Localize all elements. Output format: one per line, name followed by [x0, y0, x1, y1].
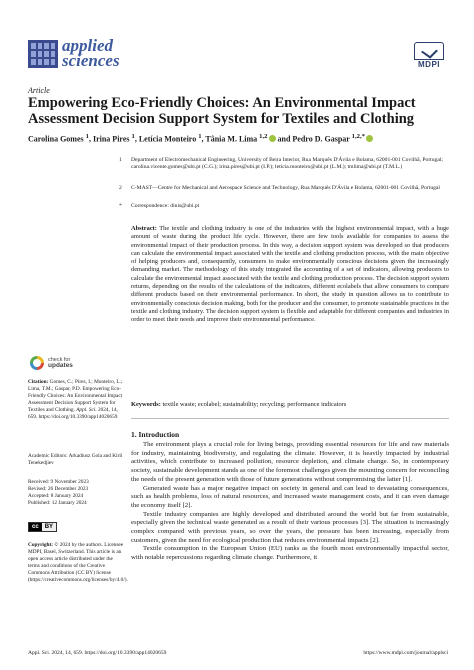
date-received: Received: 9 November 2023 — [28, 479, 89, 485]
paragraph: Textile industry companies are highly developed and distributed around the world but far from sustainable, especially given the technical waste generated as a result of their various processes [3]. The situation is increasingly complex compared with previous years, so over the years, the pressure has been increasing, especially from customers, given the need for ecological production that reduces environmental impacts [2]. — [131, 510, 449, 544]
copyright-block — [28, 542, 128, 583]
keywords — [131, 401, 449, 409]
orcid-icon[interactable] — [269, 135, 276, 142]
intro-body — [131, 441, 449, 563]
date-accepted: Accepted: 8 January 2024 — [28, 492, 84, 499]
citation-block — [28, 379, 124, 420]
author-name: Tânia M. Lima — [205, 134, 258, 144]
affiliation-text: C-MAST—Centre for Mechanical and Aerospace Science and Technology, Rua Marquês D'Ávila e Bolama, 62001-001 Covilhã, Portugal — [131, 185, 440, 191]
date-published: Published: 12 January 2024 — [28, 499, 87, 506]
author-name: Carolina Gomes — [28, 134, 84, 144]
check-updates-line2: updates — [48, 362, 73, 369]
section-heading-introduction: 1. Introduction — [131, 430, 180, 439]
academic-editors: Academic Editors: Arkadiusz Gola and Kiril Tenekedjiev — [28, 453, 123, 466]
affiliation-correspondence — [119, 203, 451, 210]
by-icon: BY — [44, 524, 54, 530]
author-affil: 1 — [131, 133, 135, 140]
orcid-icon[interactable] — [366, 135, 373, 142]
author-affil: 1 — [85, 133, 89, 140]
author-affil: 1,2 — [259, 133, 268, 140]
paragraph: The environment plays a crucial role for living beings, providing essential resources for life and raw materials for industry, maintaining biodiversity, and regulating the climate. However, it is heavily impacted by industrial activities, which contribute to increased pollution, resource depletion, and climate change. So, in contemporary society, sustainable development stands as one of the foremost challenges given the mounting concern for reconciling the needs of the present generation with those of future generations without compromising the latter [1]. — [131, 441, 449, 483]
mdpi-logo-icon — [414, 42, 444, 60]
citation-journal: Appl. Sci. — [76, 406, 97, 413]
copyright-text: © 2024 by the authors. Licensee MDPI, Basel, Switzerland. This article is an open access article distributed under the terms and conditions of the Creative Commons Attribution (CC BY) license (https://creativecommons.org/licenses/by/4.0/). — [28, 542, 128, 583]
author-name: Letícia Monteiro — [138, 134, 197, 144]
affiliation-number: 2 — [119, 185, 122, 191]
page-footer — [28, 650, 448, 656]
cc-by-license-badge[interactable] — [28, 522, 57, 532]
footer-citation: Appl. Sci. 2024, 14, 659. https://doi.org/10.3390/app14020659 — [28, 650, 167, 656]
affiliation-2 — [119, 185, 451, 192]
mdpi-logo-text: MDPI — [418, 60, 440, 69]
abstract-label: Abstract: — [131, 225, 157, 232]
affiliation-text: Correspondence: dinis@ubi.pt — [131, 203, 200, 209]
paragraph: Textile consumption in the European Union (EU) ranks as the fourth most environmentally impactful sector, with notable repercussions regarding climate change. Furthermore, it — [131, 545, 449, 562]
citation-label: Citation: — [28, 379, 49, 385]
author-name: Irina Pires — [92, 134, 130, 144]
author-name: Pedro D. Gaspar — [292, 134, 350, 144]
citation-text: Gomes, C.; Pires, I.; Monteiro, L.; Lima, T.M.; Gaspar, P.D. Empowering Eco-Friendly Choices: An Environmental Impact Assessment Decision Support System for Textiles and Clothing. — [28, 379, 123, 413]
keywords-label: Keywords: — [131, 401, 161, 408]
affiliation-text: Department of Electromechanical Engineering, University of Beira Interior, Rua Marquês D'Ávila e Bolama, 62001-001 Covilhã, Portugal; carolina.vicente.gomes@ubi.pt (C.G.); irina.pires@ubi.pt (I.P.); leticia.monteiro@ubi.pt (L.M.); tmlima@ubi.pt (T.M.L.) — [131, 157, 443, 170]
affiliation-number: * — [119, 203, 122, 209]
affiliation-number: 1 — [119, 157, 122, 163]
affiliation-1 — [119, 157, 451, 171]
abstract-text: The textile and clothing industry is one of the industries with the highest environmental impact, with a huge amount of waste during the product life cycle. However, there are few tools available for companies to assess the environmental impact of their production process. In this way, a decision support system was developed so that producers can calculate the environmental impact associated with the textile and clothing production process, with the main objective of helping producers and, consequently, consumers to make environmentally conscious decisions given the increasingly demanding market. The methodology of this study integrated the accounting of a set of indicators, allowing producers to calculate the environmental impact associated with the textile and clothing production process. The decision support system returns, depending on the results of the calculations of the indicators, different ecolabels that allow consumers to compare different products based on their environmental performance. In short, the study in question allows us to contribute to environmentally conscious decision making, both for the producer and the consumer, to promote sustainable practices in the textile and clothing industry. The decision support system is flexible and adaptable for different companies and industries in order to meet their needs and improve their environmental performance. — [131, 225, 449, 324]
dates-block — [28, 479, 124, 507]
journal-logo-icon — [28, 40, 58, 68]
copyright-label: Copyright: — [28, 542, 54, 548]
journal-name — [62, 38, 120, 68]
footer-journal-link[interactable]: https://www.mdpi.com/journal/applsci — [363, 650, 448, 656]
journal-name-line2: sciences — [62, 51, 120, 70]
abstract — [131, 225, 449, 325]
check-updates-icon — [30, 356, 44, 370]
check-updates-line1: check for — [48, 357, 71, 363]
paper-title: Empowering Eco-Friendly Choices: An Environmental Impact Assessment Decision Support System for Textiles and Clothing — [28, 95, 416, 127]
author-affil: 1,2,* — [351, 133, 365, 140]
cc-icon: cc — [29, 523, 42, 531]
author-affil: 1 — [198, 133, 202, 140]
paragraph: Generated waste has a major negative impact on society in general and can lead to devastating consequences, such as health problems, loss of natural resources, and increased waste management costs, and it can even damage the economy itself [2]. — [131, 484, 449, 509]
section-divider — [131, 418, 449, 419]
date-revised: Revised: 26 December 2023 — [28, 485, 89, 492]
keywords-text: textile waste; ecolabel; sustainability; recycling; performance indicators — [162, 401, 347, 408]
mdpi-logo — [414, 42, 444, 69]
citation-doi-link[interactable]: 2024, 14, 659. https://doi.org/10.3390/app14020659 — [28, 406, 118, 420]
author-list: Carolina Gomes $^1$, Irina Pires $^1$, Letícia Monteiro $^1$, Tânia M. Lima $^{1,2}$ and Pedro D. Gaspar $^{1,2,*}$ — [28, 133, 448, 144]
journal-name-line1: applied — [62, 36, 113, 55]
check-for-updates-button[interactable] — [30, 356, 73, 370]
article-type: Article — [28, 86, 50, 95]
